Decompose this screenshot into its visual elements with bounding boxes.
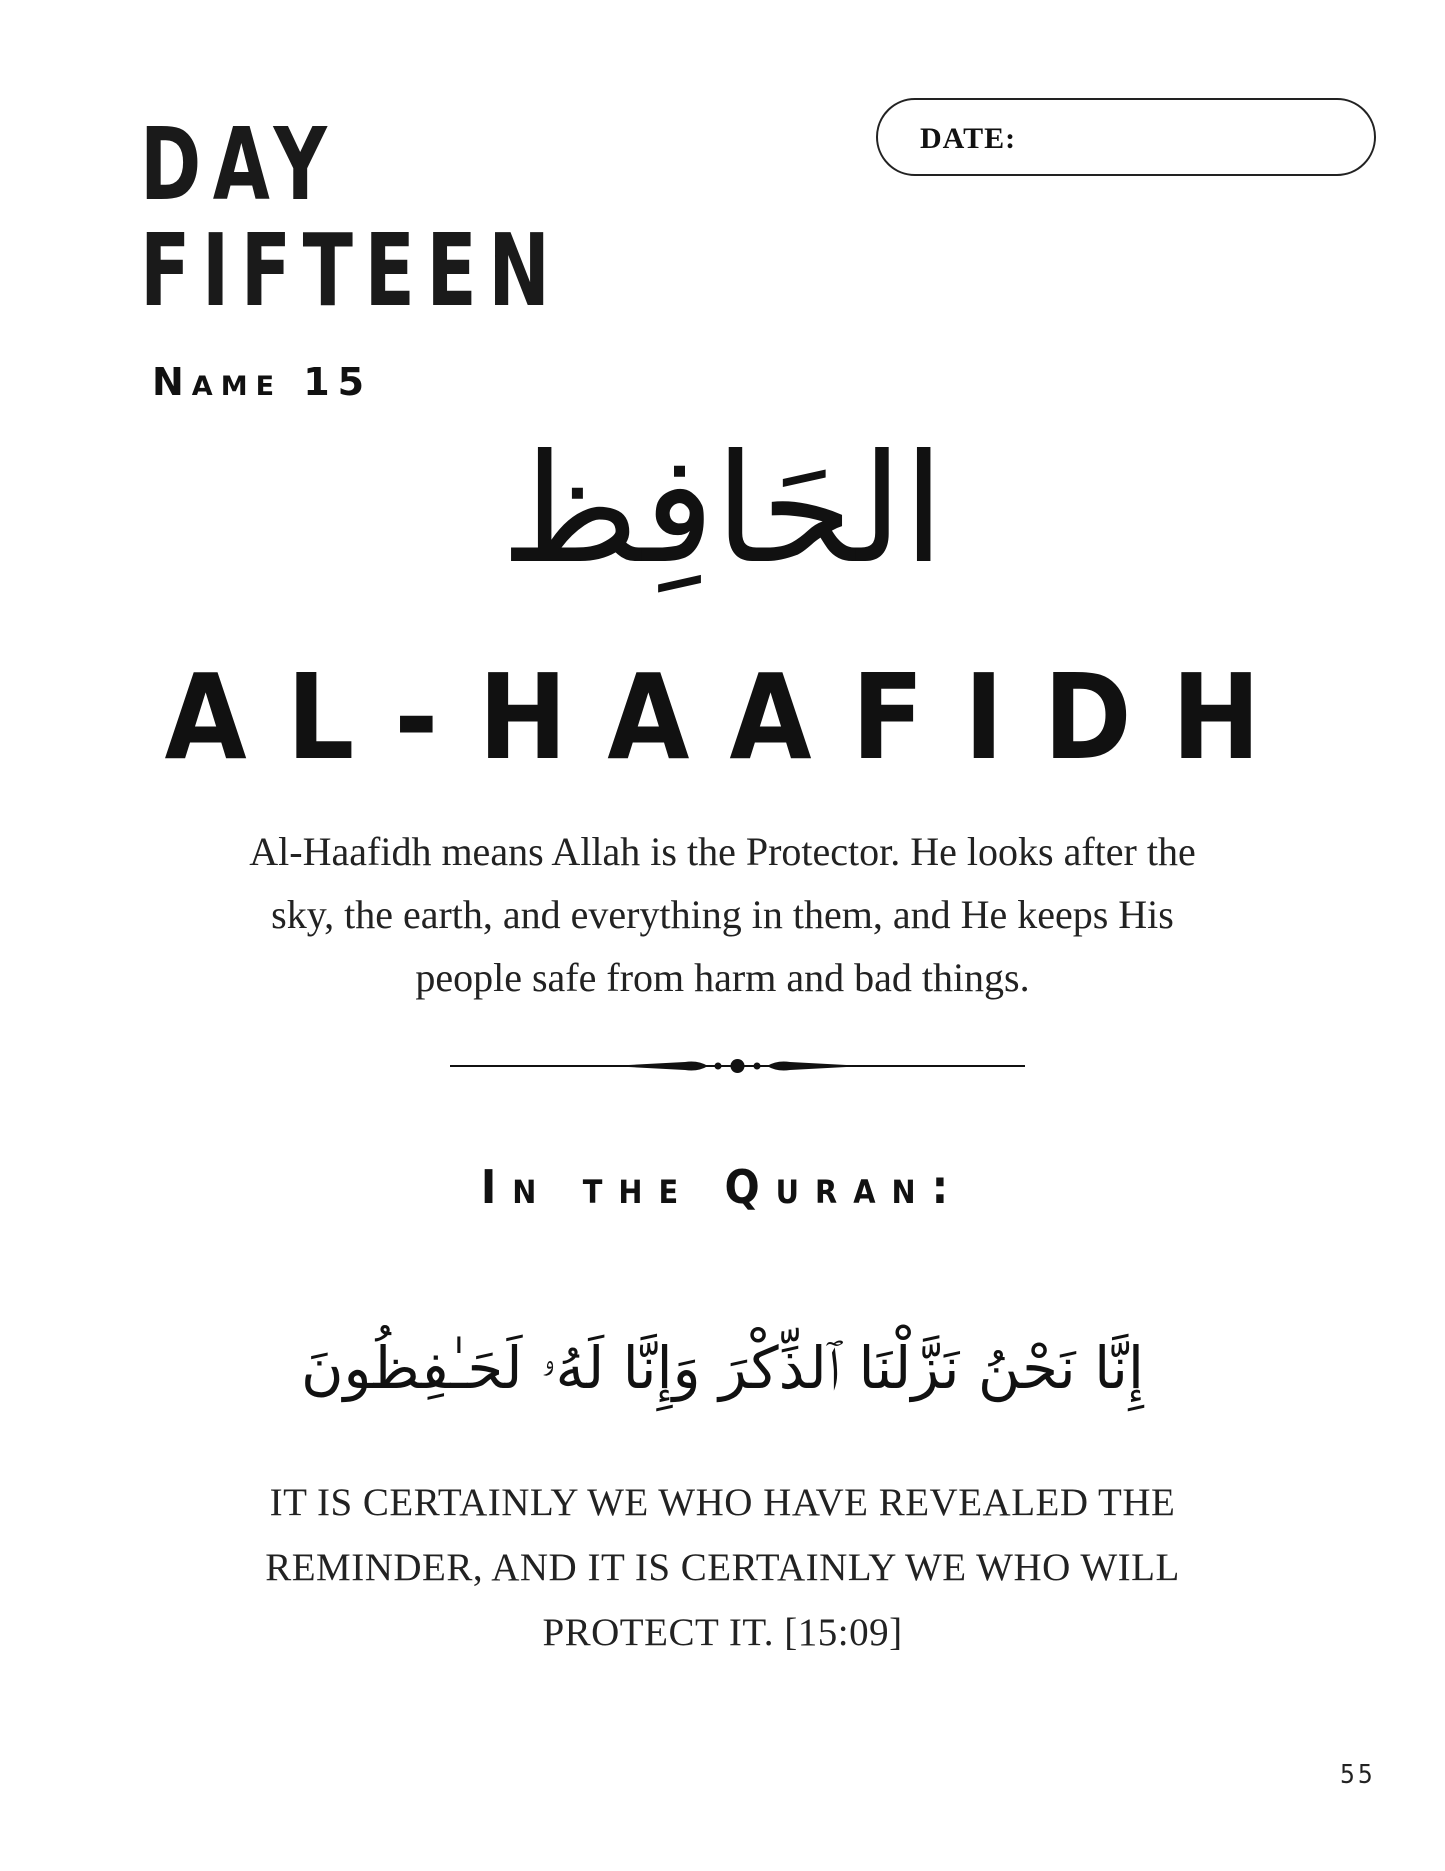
day-title-line2: FIFTEEN <box>140 212 562 329</box>
ornamental-divider <box>450 1048 1025 1084</box>
page-number: 55 <box>1340 1760 1376 1790</box>
name-number: Name 15 <box>152 360 373 404</box>
name-meaning: Al-Haafidh means Allah is the Protector. He looks after the sky, the earth, and everything in them, and He keeps His people safe from harm and bad things. <box>249 829 1196 1000</box>
quran-heading: In the Quran: <box>480 1160 965 1214</box>
date-label: DATE: <box>920 122 1017 155</box>
date-field[interactable] <box>876 98 1376 176</box>
quran-ayah-arabic: إِنَّا نَحْنُ نَزَّلْنَا ٱلذِّكْرَ وَإِنَّا لَهُۥ لَحَـٰفِظُونَ <box>300 1334 1145 1402</box>
ayah-translation: IT IS CERTAINLY WE WHO HAVE REVEALED THE REMINDER, AND IT IS CERTAINLY WE WHO WILL PROTECT IT. [15:09] <box>265 1481 1180 1654</box>
arabic-name: الحَافِظ <box>500 423 945 597</box>
name-transliteration: AL-HAAFIDH <box>164 648 1301 786</box>
day-title <box>140 106 562 329</box>
day-title-line1: DAY <box>140 106 339 223</box>
